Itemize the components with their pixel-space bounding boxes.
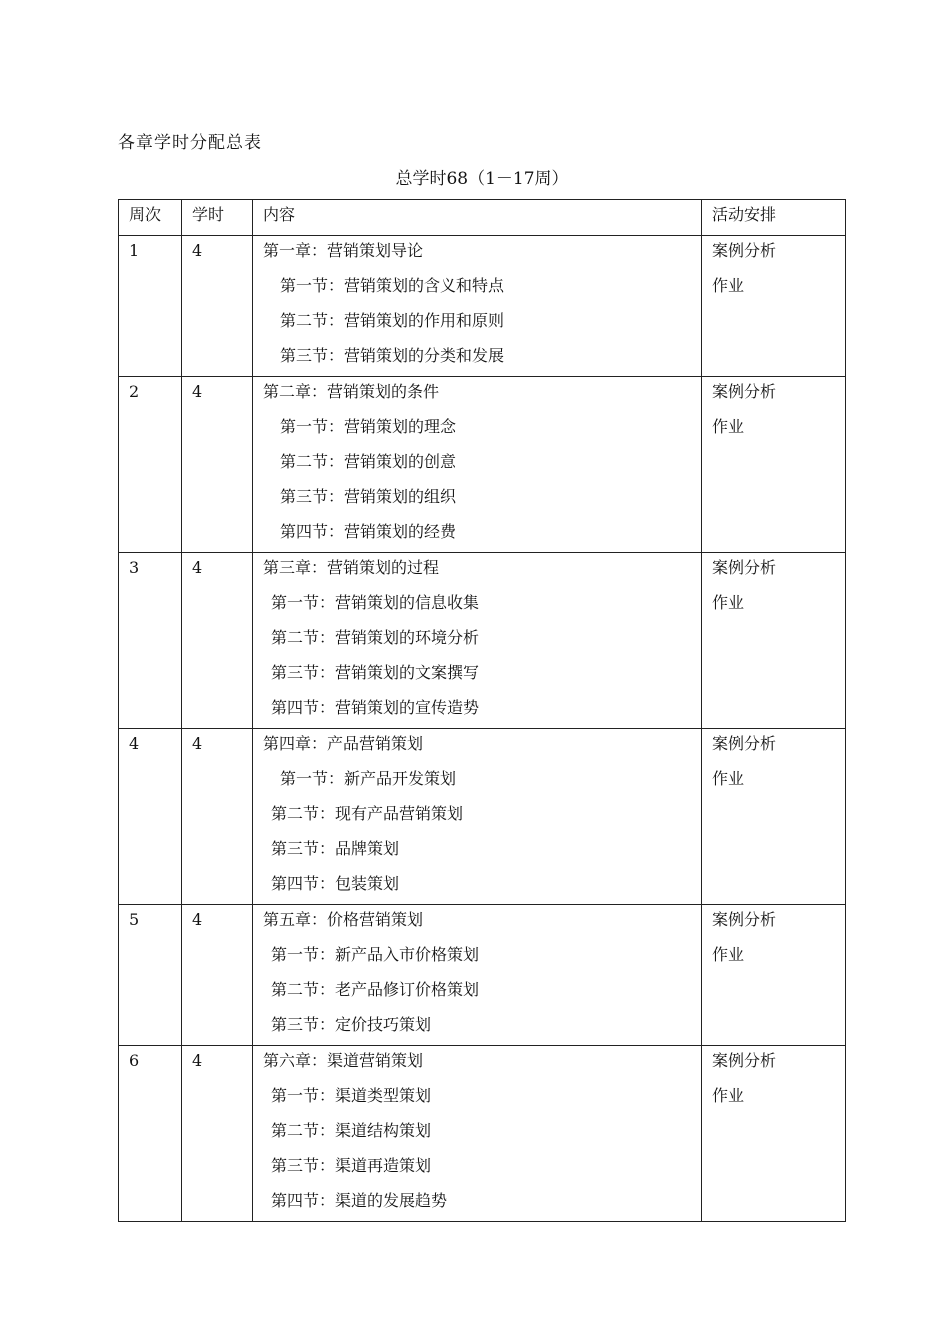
- section-item: 第一节：渠道类型策划: [271, 1086, 432, 1105]
- table-header-row: [119, 200, 846, 236]
- section-item: 第一节：营销策划的理念: [280, 417, 457, 436]
- section-item: 第四节：营销策划的经费: [280, 522, 457, 541]
- table-row: [119, 377, 846, 553]
- section-item: 第一节：新产品开发策划: [280, 769, 457, 788]
- table-row: [119, 553, 846, 729]
- activity-item: 案例分析: [712, 241, 777, 260]
- week-cell: 2: [129, 382, 140, 401]
- hours-cell: 4: [192, 382, 203, 401]
- header-hours: 学时: [182, 200, 253, 236]
- week-cell: 4: [129, 734, 140, 753]
- content-cell: [253, 236, 702, 377]
- header-activities: 活动安排: [702, 200, 846, 236]
- week-cell: 1: [129, 241, 140, 260]
- activity-item: 案例分析: [712, 1051, 777, 1070]
- section-item: 第四节：营销策划的宣传造势: [271, 698, 480, 717]
- activities-cell: [702, 1046, 846, 1222]
- section-item: 第二节：现有产品营销策划: [271, 804, 464, 823]
- content-cell: [253, 905, 702, 1046]
- header-week: 周次: [119, 200, 182, 236]
- activities-cell: [702, 729, 846, 905]
- header-content: 内容: [253, 200, 702, 236]
- section-item: 第二节：营销策划的环境分析: [271, 628, 480, 647]
- week-cell: 5: [129, 910, 140, 929]
- activity-item: 案例分析: [712, 734, 777, 753]
- section-item: 第三节：品牌策划: [271, 839, 400, 858]
- hours-cell: 4: [192, 1051, 203, 1070]
- activity-item: 作业: [712, 1086, 745, 1105]
- section-item: 第二节：老产品修订价格策划: [271, 980, 480, 999]
- activity-item: 作业: [712, 593, 745, 612]
- activity-item: 作业: [712, 276, 745, 295]
- document-title: 各章学时分配总表: [118, 133, 262, 153]
- activity-item: 案例分析: [712, 382, 777, 401]
- content-cell: [253, 729, 702, 905]
- activity-item: 案例分析: [712, 558, 777, 577]
- week-cell: 3: [129, 558, 140, 577]
- chapter-title: 第四章：产品营销策划: [263, 734, 424, 753]
- section-item: 第四节：包装策划: [271, 874, 400, 893]
- table-row: [119, 236, 846, 377]
- table-row: [119, 1046, 846, 1222]
- activities-cell: [702, 553, 846, 729]
- section-item: 第四节：渠道的发展趋势: [271, 1191, 448, 1210]
- chapter-title: 第一章：营销策划导论: [263, 241, 424, 260]
- activity-item: 作业: [712, 945, 745, 964]
- hours-cell: 4: [192, 734, 203, 753]
- section-item: 第三节：营销策划的组织: [280, 487, 457, 506]
- week-cell: 6: [129, 1051, 140, 1070]
- chapter-title: 第二章：营销策划的条件: [263, 382, 440, 401]
- section-item: 第二节：营销策划的作用和原则: [280, 311, 505, 330]
- chapter-title: 第六章：渠道营销策划: [263, 1051, 424, 1070]
- hours-cell: 4: [192, 910, 203, 929]
- content-cell: [253, 377, 702, 553]
- section-item: 第三节：定价技巧策划: [271, 1015, 432, 1034]
- activity-item: 案例分析: [712, 910, 777, 929]
- activities-cell: [702, 905, 846, 1046]
- chapter-title: 第三章：营销策划的过程: [263, 558, 440, 577]
- section-item: 第三节：营销策划的分类和发展: [280, 346, 505, 365]
- content-cell: [253, 1046, 702, 1222]
- section-item: 第二节：营销策划的创意: [280, 452, 457, 471]
- section-item: 第一节：新产品入市价格策划: [271, 945, 480, 964]
- hours-cell: 4: [192, 241, 203, 260]
- chapter-title: 第五章：价格营销策划: [263, 910, 424, 929]
- content-cell: [253, 553, 702, 729]
- hours-cell: 4: [192, 558, 203, 577]
- hours-allocation-table: [118, 199, 846, 1222]
- total-hours-subtitle: 总学时68（1－17周）: [395, 169, 569, 189]
- section-item: 第一节：营销策划的信息收集: [271, 593, 480, 612]
- activities-cell: [702, 236, 846, 377]
- section-item: 第二节：渠道结构策划: [271, 1121, 432, 1140]
- section-item: 第三节：渠道再造策划: [271, 1156, 432, 1175]
- table-row: [119, 905, 846, 1046]
- activities-cell: [702, 377, 846, 553]
- activity-item: 作业: [712, 769, 745, 788]
- activity-item: 作业: [712, 417, 745, 436]
- section-item: 第三节：营销策划的文案撰写: [271, 663, 480, 682]
- section-item: 第一节：营销策划的含义和特点: [280, 276, 505, 295]
- table-row: [119, 729, 846, 905]
